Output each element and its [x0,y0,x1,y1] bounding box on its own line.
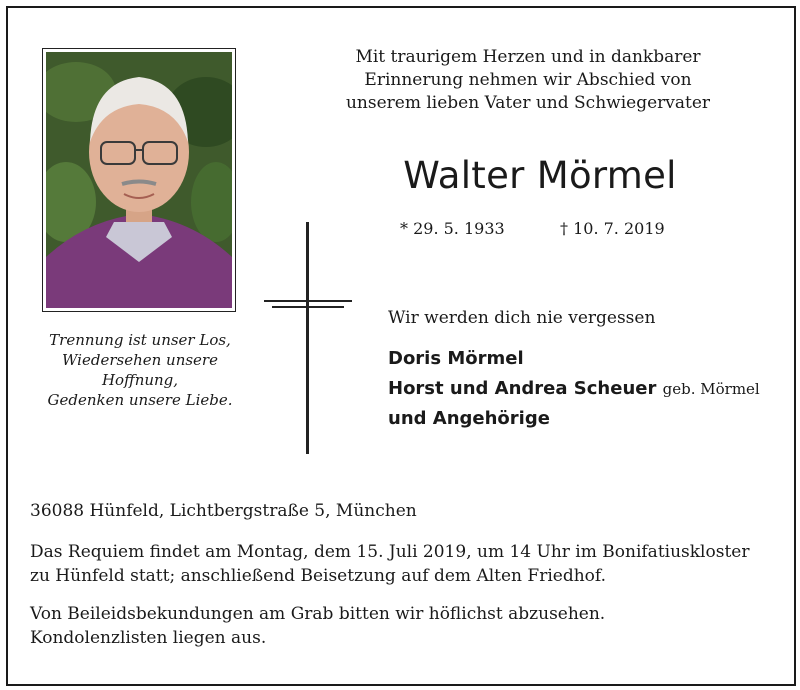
death-date: † 10. 7. 2019 [560,219,665,238]
address-line: 36088 Hünfeld, Lichtbergstraße 5, München [30,501,417,521]
mourner-line: Doris Mörmel [388,348,524,369]
intro-line: unserem lieben Vater und Schwiegervater [345,93,711,113]
condolence-line: Kondolenzlisten liegen aus. [30,628,267,648]
mourner-suffix: geb. Mörmel [662,380,760,398]
motto-line: Hoffnung, [101,371,179,389]
condolence-line: Von Beileidsbekundungen am Grab bitten wir höflichst abzusehen. [30,604,606,624]
requiem-line: zu Hünfeld statt; anschließend Beisetzung auf dem Alten Friedhof. [30,566,606,586]
deceased-name: Walter Mörmel [403,154,677,197]
condolence-note [30,602,770,650]
obituary-notice [6,6,796,686]
birth-date: * 29. 5. 1933 [400,219,505,238]
photo-frame [42,48,236,312]
mourner-line: und Angehörige [388,408,550,429]
motto-quote [20,330,260,410]
requiem-line: Das Requiem findet am Montag, dem 15. Juli 2019, um 14 Uhr im Bonifatiuskloster [30,542,750,562]
motto-line: Wiedersehen unsere [62,351,218,369]
motto-line: Gedenken unsere Liebe. [47,391,233,409]
mourner-line [388,374,788,404]
intro-line: Mit traurigem Herzen und in dankbarer [355,47,701,67]
motto-line: Trennung ist unser Los, [49,331,231,349]
portrait-photo [46,52,232,308]
cross-icon [264,222,354,454]
requiem-info [30,540,770,588]
mourners-list [388,344,788,434]
intro-text [328,46,728,115]
tagline: Wir werden dich nie vergessen [388,308,656,328]
mourner-name: Horst und Andrea Scheuer [388,378,657,399]
intro-line: Erinnerung nehmen wir Abschied von [364,70,692,90]
